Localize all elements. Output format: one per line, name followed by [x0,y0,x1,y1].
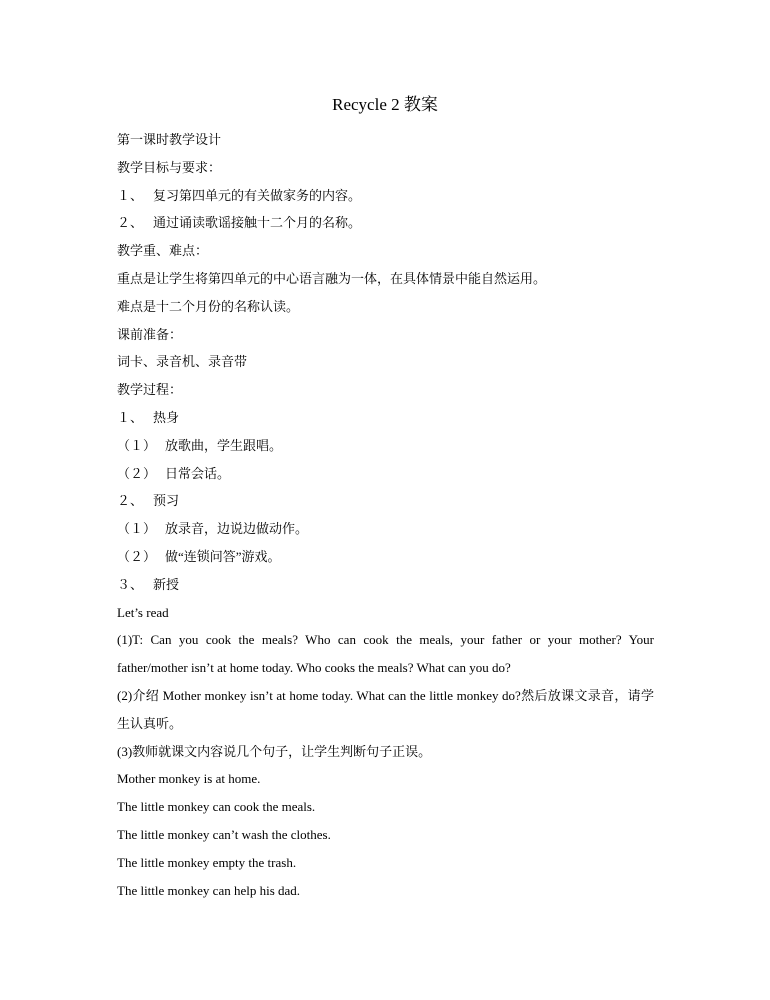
text-line: (3)教师就课文内容说几个句子，让学生判断句子正误。 [117,743,432,759]
item-text: 复习第四单元的有关做家务的内容。 [153,187,362,203]
numbered-item [117,209,654,237]
sub-item [117,432,654,460]
sub-item-number: （２） [117,465,157,481]
text-line: 教学过程： [117,382,183,398]
item-text: 热身 [153,409,180,425]
item-number: １、 [117,187,144,203]
sub-item-text: 放歌曲，学生跟唱。 [165,437,283,453]
text-line: 教学重、难点： [117,243,209,259]
document-body [117,126,654,904]
sub-item-number: （１） [117,437,157,453]
sub-item [117,460,654,488]
sub-item-number: （２） [117,548,157,564]
item-text: 新授 [153,576,180,592]
example-sentence: The little monkey can help his dad. [117,882,301,898]
item-number: １、 [117,409,144,425]
example-sentence: The little monkey empty the trash. [117,854,297,870]
text-line: 教学目标与要求： [117,159,222,175]
sub-item-text: 放录音，边说边做动作。 [165,521,309,537]
text-line: 重点是让学生将第四单元的中心语言融为一体，在具体情景中能自然运用。 [117,270,547,286]
numbered-item [117,404,654,432]
paragraph: (2)介绍 Mother monkey isn’t at home today. What can the little monkey do?然后放课文录音，请学生认真听。 [117,687,654,731]
sub-item-number: （１） [117,521,157,537]
example-sentence: The little monkey can cook the meals. [117,799,316,815]
example-sentence: The little monkey can’t wash the clothes. [117,826,331,842]
numbered-item [117,487,654,515]
text-line: Let’s read [117,604,169,620]
example-sentence: Mother monkey is at home. [117,771,261,787]
item-text: 通过诵读歌谣接触十二个月的名称。 [153,215,362,231]
text-line: 词卡、录音机、录音带 [117,354,248,370]
item-text: 预习 [153,493,180,509]
item-number: ２、 [117,215,144,231]
text-line: 课前准备： [117,326,183,342]
text-line: 难点是十二个月份的名称认读。 [117,298,300,314]
text-line: 第一课时教学设计 [117,132,222,147]
numbered-item [117,571,654,599]
sub-item-text: 做“连锁问答”游戏。 [165,548,281,564]
item-number: ２、 [117,493,144,509]
sub-item [117,543,654,571]
document-title: Recycle 2 教案 [332,95,438,114]
paragraph: (1)T: Can you cook the meals? Who can cook the meals, your father or your mother? Your father/mother isn’t at home today. Who cooks the meals? What can you do? [117,632,654,676]
numbered-item [117,182,654,210]
item-number: ３、 [117,576,144,592]
sub-item [117,515,654,543]
sub-item-text: 日常会话。 [165,465,231,481]
